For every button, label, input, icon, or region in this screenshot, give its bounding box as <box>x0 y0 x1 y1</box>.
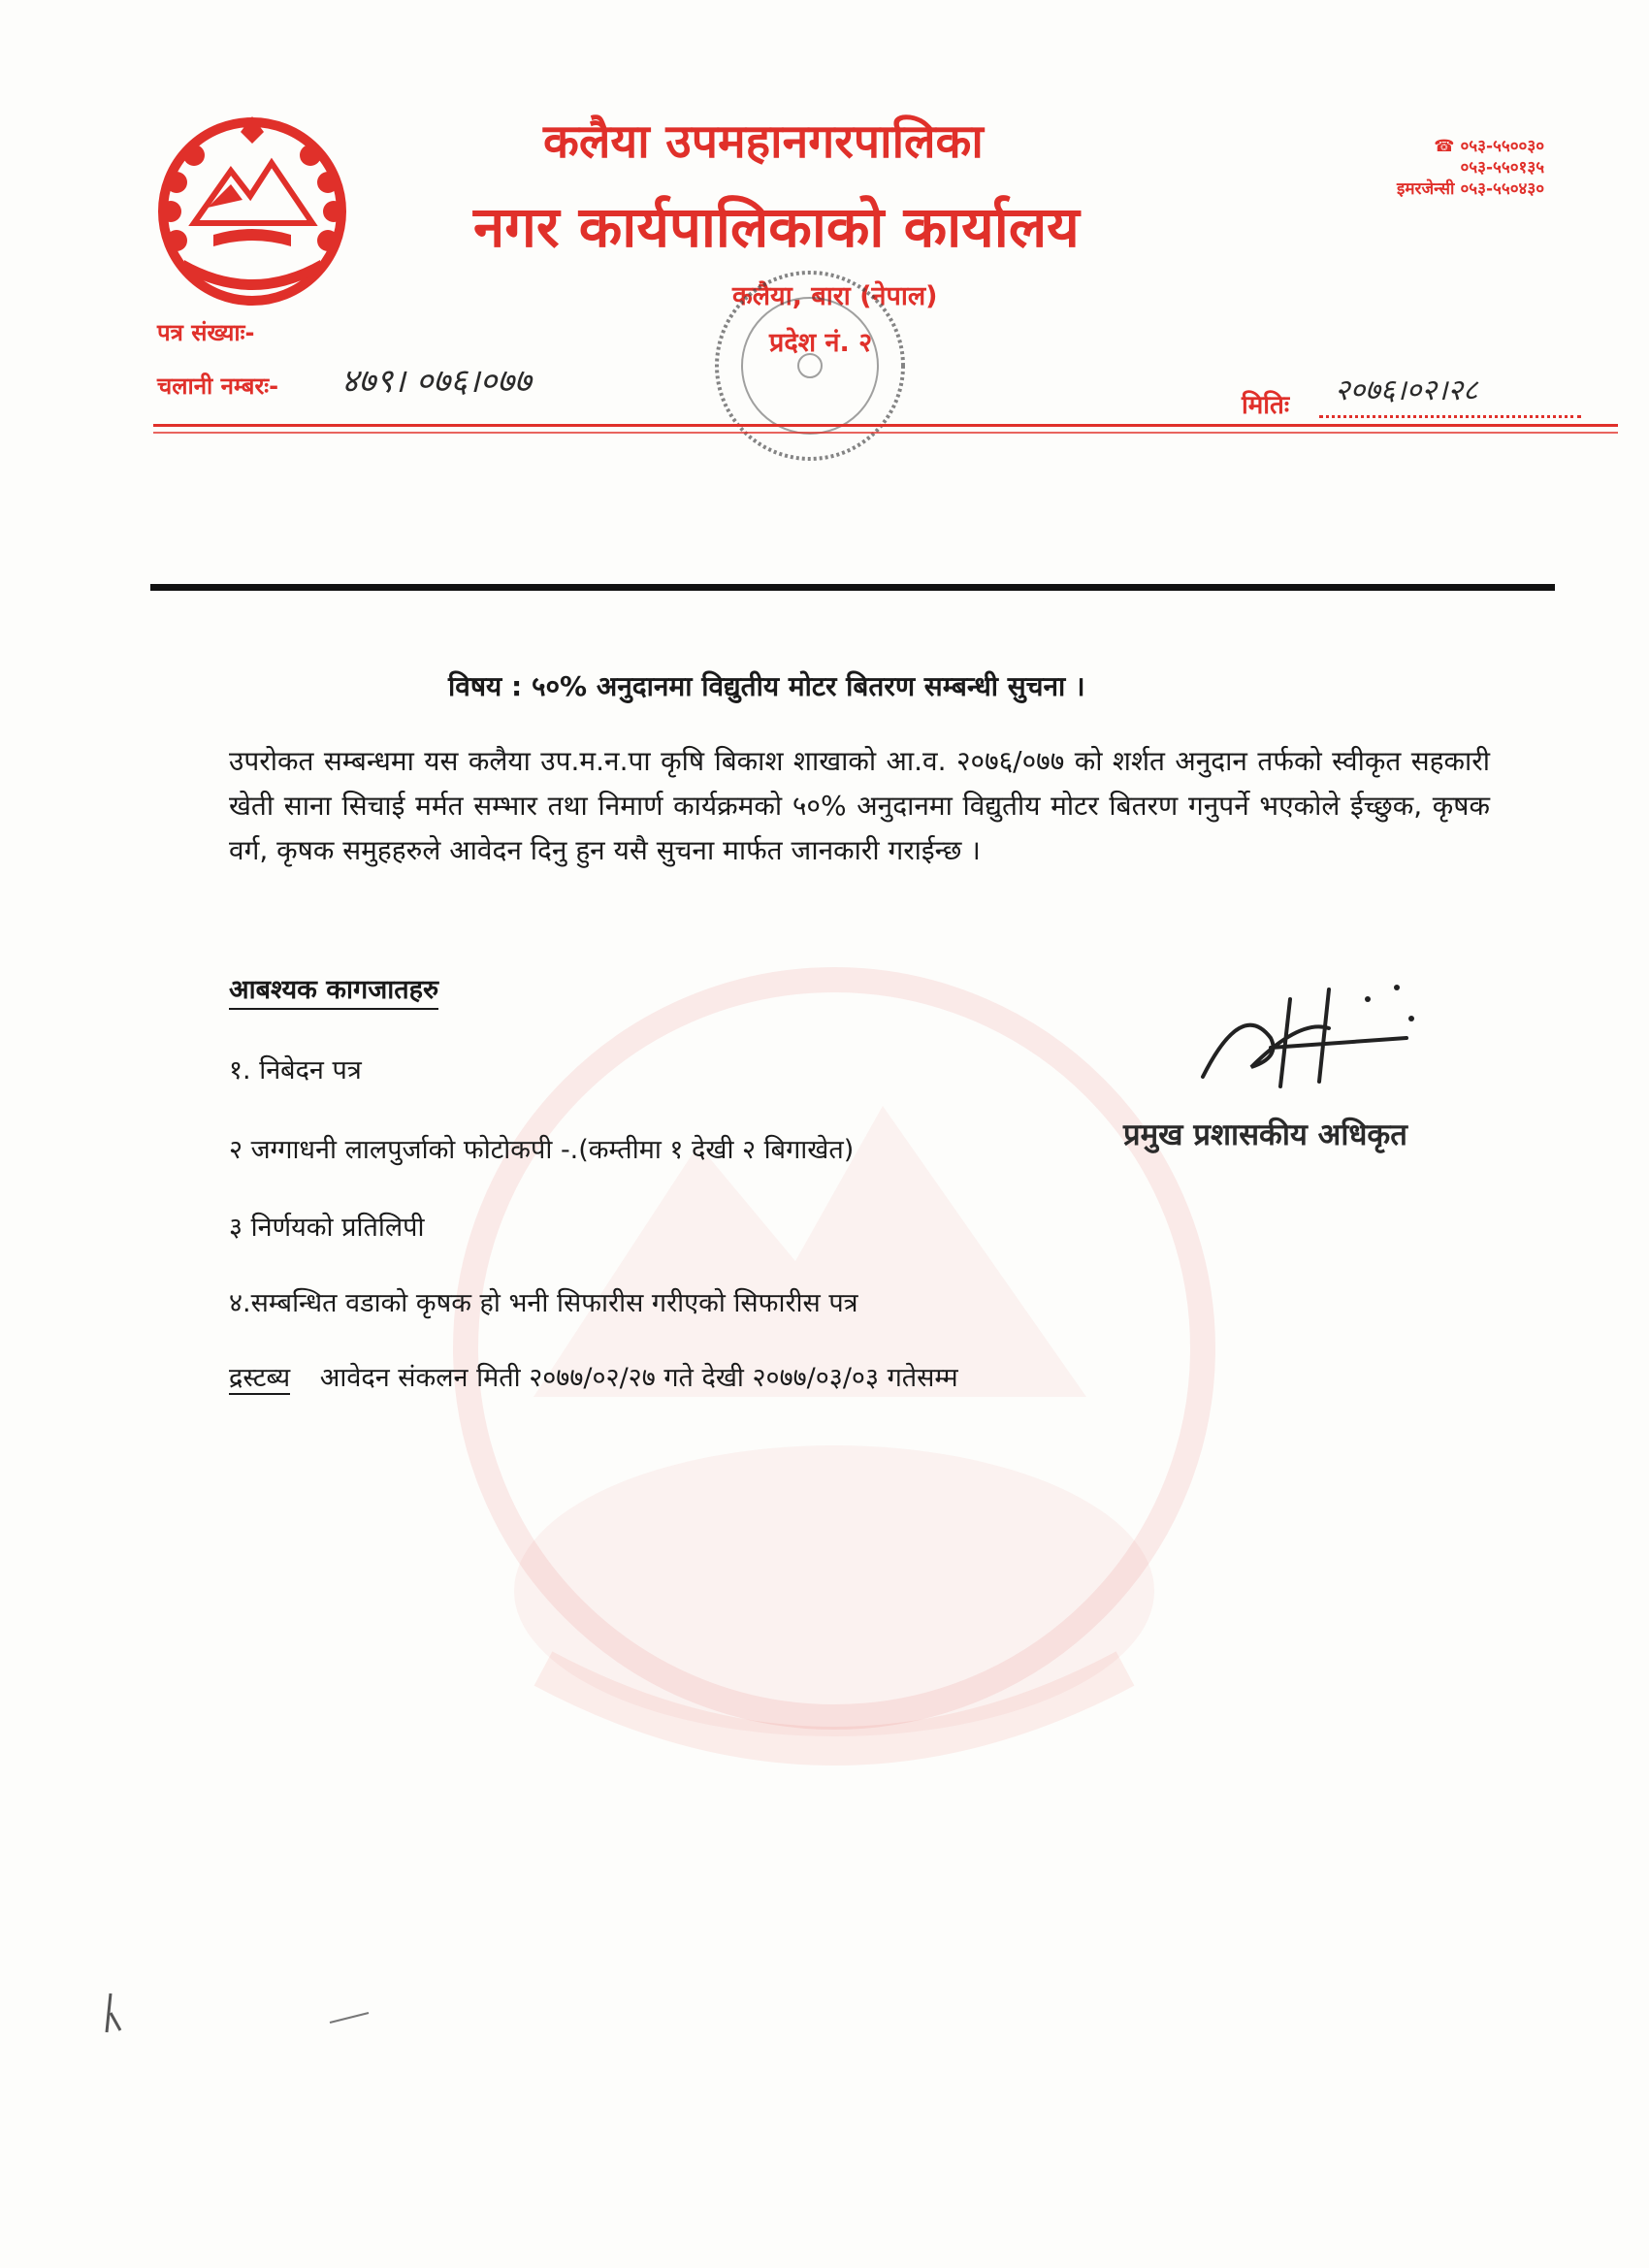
dispatch-number-value: ४७९। ०७६।०७७ <box>341 362 532 401</box>
note-text: आवेदन संकलन मिती २०७७/०२/२७ गते देखी २०७७/०३/०३ गतेसम्म <box>319 1363 958 1393</box>
handwritten-mark <box>97 1984 378 2042</box>
office-name: नगर कार्यपालिकाको कार्यालय <box>473 194 1080 260</box>
letter-body: उपरोकत सम्बन्धमा यस कलैया उप.म.न.पा कृषि बिकाश शाखाको आ.व. २०७६/०७७ को शर्शत अनुदान तर्फको स्वीकृत सहकारी खेती साना सिचाई मर्मत सम्भार तथा निमार्ण कार्यक्रमको ५०% अनुदानमा विद्युतीय मोटर बितरण गनुपर्ने भएकोले ईच्छुक, कृषक वर्ग, कृषक समुहहरुले आवेदन दिनु हुन यसै सुचना मार्फत जानकारी गराईन्छ । <box>229 745 1490 866</box>
required-document-item: ३ निर्णयको प्रतिलिपी <box>229 1213 425 1243</box>
required-document-item: ४.सम्बन्धित वडाको कृषक हो भनी सिफारीस गरीएको सिफारीस पत्र <box>229 1288 858 1318</box>
emergency-number: ०५३-५५०४३० <box>1460 179 1545 199</box>
office-stamp <box>708 264 912 468</box>
date-value: २०७६।०२।२८ <box>1335 373 1478 407</box>
dispatch-number-label: चलानी नम्बरः- <box>157 373 279 400</box>
required-document-item: १. निबेदन पत्र <box>229 1055 362 1085</box>
separator-rule <box>150 584 1555 591</box>
nepal-emblem-logo <box>155 114 349 308</box>
office-address: कलैया, बारा (नेपाल) <box>732 281 938 311</box>
province-label: प्रदेश नं. २ <box>769 328 873 358</box>
phone-icon: ☎ <box>1434 137 1455 156</box>
note-line <box>229 1358 958 1394</box>
required-document-item: २ जग्गाधनी लालपुर्जाको फोटोकपी -.(कम्तीमा १ देखी २ बिगाखेत) <box>229 1135 855 1165</box>
note-label: द्रस्टब्य <box>229 1363 291 1393</box>
phone-number-1: ०५३-५५००३० <box>1460 137 1545 156</box>
header-rule <box>153 424 1618 427</box>
header-rule-secondary <box>153 432 1618 434</box>
municipality-name: कलैया उपमहानगरपालिका <box>543 114 984 169</box>
contact-block <box>1397 136 1544 200</box>
date-label: मितिः <box>1242 391 1290 420</box>
letter-subject: विषय : ५०% अनुदानमा विद्युतीय मोटर बितरण सम्बन्धी सुचना । <box>448 670 1085 702</box>
required-documents-heading: आबश्यक कागजातहरु <box>229 970 438 1010</box>
emergency-label: इमरजेन्सी <box>1397 179 1455 199</box>
date-dotted-line <box>1319 415 1581 418</box>
signature <box>1183 980 1436 1106</box>
letter-number-label: पत्र संख्याः- <box>157 319 255 346</box>
officer-title: प्रमुख प्रशासकीय अधिकृत <box>1123 1118 1407 1152</box>
phone-number-2: ०५३-५५०१३५ <box>1460 158 1545 178</box>
